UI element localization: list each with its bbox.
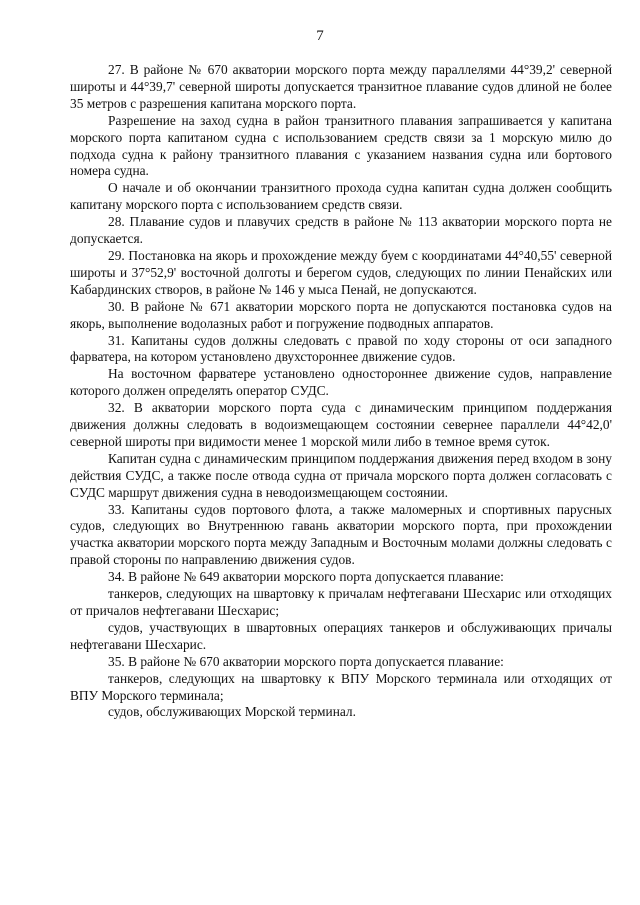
paragraph-31: 31. Капитаны судов должны следовать с правой по ходу стороны от оси западного фарватера, на котором установлено двухстороннее движение судов. — [70, 332, 612, 365]
paragraph-29: 29. Постановка на якорь и прохождение между буем с координатами 44°40,55' северной широты и 37°52,9' восточной долготы и берегом судов, следующих по линии Пенайских или Кабардинских створов, в районе № 146 у мыса Пенай, не допускаются. — [70, 247, 612, 297]
paragraph-32: 32. В акватории морского порта суда с динамическим принципом поддержания движения должны следовать в водоизмещающем состоянии севернее параллели 44°42,0' северной широты при видимости менее 1 морской мили либо в темное время суток. — [70, 400, 612, 449]
paragraph-31-eastern-fairway: На восточном фарватере установлено одностороннее движение судов, направление которого должен определять оператор СУДС. — [70, 366, 612, 399]
paragraph-35: 35. В районе № 670 акватории морского порта допускается плавание: — [108, 653, 504, 669]
paragraph-30: 30. В районе № 671 акватории морского порта не допускаются постановка судов на якорь, выполнение водолазных работ и погружение подводных аппаратов. — [70, 298, 612, 331]
paragraph-27: 27. В районе № 670 акватории морского порта между параллелями 44°39,2' северной широты и 44°39,7' северной широты допускается транзитное плавание судов длиной не более 35 метров с разрешения капитана морского порта. — [70, 62, 612, 111]
document-body — [70, 62, 612, 721]
paragraph-32-dynamic-vessels: Капитан судна с динамическим принципом поддержания движения перед входом в зону действия СУДС, а также после отвода судна от причала морского порта должен согласовать с СУДС маршрут движения судна в неводоизмещающем состоянии. — [70, 450, 612, 500]
paragraph-27-transit-report: О начале и об окончании транзитного прохода судна капитан судна должен сообщить капитану морского порта с использованием средств связи. — [70, 180, 612, 213]
paragraph-33: 33. Капитаны судов портового флота, а также маломерных и спортивных парусных судов, следующих во Внутреннюю гавань акватории морского порта, при прохождении участка акватории морского порта между Западным и Восточным молами должны следовать с правой стороны по направлению движения судов. — [70, 501, 612, 568]
paragraph-35-tankers: танкеров, следующих на швартовку к ВПУ Морского терминала или отходящих от ВПУ Морского терминала; — [70, 670, 612, 703]
paragraph-35-service-vessels: судов, обслуживающих Морской терминал. — [108, 704, 356, 720]
paragraph-27-transit-request: Разрешение на заход судна в район транзитного плавания запрашивается у капитана морского порта капитаном судна с использованием средств связи за 1 морскую милю до подхода судна к району транзитного плавания с указанием названия судна или бортового номера судна. — [70, 112, 612, 179]
paragraph-34-service-vessels: судов, участвующих в швартовных операциях танкеров и обслуживающих причалы нефтегавани Шесхарис. — [70, 619, 612, 652]
paragraph-28: 28. Плавание судов и плавучих средств в районе № 113 акватории морского порта не допускается. — [70, 214, 612, 247]
paragraph-34: 34. В районе № 649 акватории морского порта допускается плавание: — [108, 569, 504, 585]
paragraph-34-tankers: танкеров, следующих на швартовку к причалам нефтегавани Шесхарис или отходящих от причалов нефтегавани Шесхарис; — [70, 586, 612, 618]
page-number: 7 — [316, 28, 324, 44]
